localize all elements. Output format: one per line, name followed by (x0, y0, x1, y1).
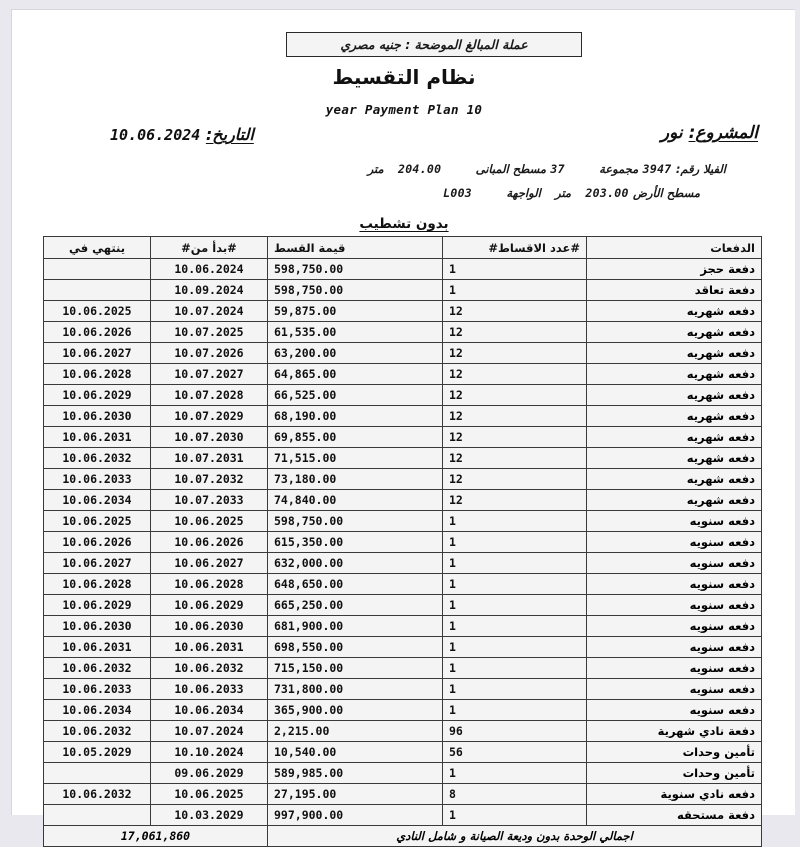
cell-start-date: 10.06.2026 (151, 532, 268, 553)
cell-start-date: 10.06.2031 (151, 637, 268, 658)
cell-end-date: 10.06.2029 (44, 385, 151, 406)
cell-payment-type: دفعه سنويه (587, 658, 762, 679)
cell-payment-type: دفعه شهريه (587, 490, 762, 511)
cell-end-date (44, 763, 151, 784)
building-area-unit: متر (367, 162, 384, 176)
cell-end-date: 10.06.2030 (44, 406, 151, 427)
cell-start-date: 09.06.2029 (151, 763, 268, 784)
cell-installment-amount: 73,180.00 (268, 469, 443, 490)
cell-end-date: 10.06.2027 (44, 553, 151, 574)
cell-start-date: 10.06.2033 (151, 679, 268, 700)
cell-installment-amount: 615,350.00 (268, 532, 443, 553)
cell-payment-type: دفعه سنويه (587, 679, 762, 700)
cell-end-date: 10.06.2033 (44, 679, 151, 700)
cell-end-date (44, 805, 151, 826)
cell-installment-count: 1 (443, 658, 587, 679)
cell-installment-amount: 66,525.00 (268, 385, 443, 406)
document-page (11, 9, 795, 843)
cell-end-date: 10.06.2034 (44, 490, 151, 511)
cell-end-date: 10.06.2032 (44, 721, 151, 742)
cell-start-date: 10.07.2026 (151, 343, 268, 364)
unit-detail-line-1 (12, 162, 726, 176)
cell-payment-type: تأمين وحدات (587, 763, 762, 784)
table-row (44, 301, 762, 322)
cell-end-date: 10.06.2032 (44, 658, 151, 679)
date-info (100, 125, 254, 144)
payment-plan-table (43, 236, 762, 847)
table-row (44, 763, 762, 784)
cell-start-date: 10.06.2028 (151, 574, 268, 595)
column-header-to: ينتهي في (44, 237, 151, 259)
cell-payment-type: دفعه سنويه (587, 574, 762, 595)
building-area-value: 204.00 (397, 162, 442, 176)
currency-note-text: عملة المبالغ الموضحة : جنيه مصري (340, 37, 528, 52)
cell-installment-amount: 59,875.00 (268, 301, 443, 322)
cell-installment-count: 12 (443, 469, 587, 490)
cell-end-date: 10.06.2032 (44, 448, 151, 469)
cell-installment-amount: 665,250.00 (268, 595, 443, 616)
cell-installment-count: 1 (443, 595, 587, 616)
facade-label: الواجهة (506, 186, 541, 200)
cell-end-date: 10.06.2028 (44, 364, 151, 385)
table-row (44, 616, 762, 637)
group-label: مجموعة (599, 162, 639, 176)
cell-payment-type: دفعة حجز (587, 259, 762, 280)
cell-installment-amount: 632,000.00 (268, 553, 443, 574)
table-row (44, 385, 762, 406)
unit-number-label: الفيلا رقم: (675, 162, 726, 176)
page-title: نظام التقسيط (332, 65, 476, 89)
cell-end-date: 10.06.2033 (44, 469, 151, 490)
cell-start-date: 10.09.2024 (151, 280, 268, 301)
cell-installment-count: 1 (443, 574, 587, 595)
cell-installment-amount: 648,650.00 (268, 574, 443, 595)
cell-end-date (44, 259, 151, 280)
cell-installment-count: 1 (443, 511, 587, 532)
cell-start-date: 10.07.2025 (151, 322, 268, 343)
table-row (44, 595, 762, 616)
cell-start-date: 10.07.2024 (151, 721, 268, 742)
table-row (44, 364, 762, 385)
cell-installment-count: 96 (443, 721, 587, 742)
cell-payment-type: دفعه شهريه (587, 385, 762, 406)
cell-installment-amount: 63,200.00 (268, 343, 443, 364)
cell-payment-type: دفعه شهريه (587, 427, 762, 448)
cell-payment-type: دفعة تعاقد (587, 280, 762, 301)
facade-value: L003 (443, 186, 473, 200)
cell-payment-type: دفعه شهريه (587, 448, 762, 469)
cell-start-date: 10.06.2034 (151, 700, 268, 721)
cell-installment-amount: 61,535.00 (268, 322, 443, 343)
cell-installment-count: 8 (443, 784, 587, 805)
cell-payment-type: دفعه شهريه (587, 469, 762, 490)
cell-end-date: 10.06.2025 (44, 301, 151, 322)
cell-installment-count: 1 (443, 616, 587, 637)
cell-installment-count: 1 (443, 280, 587, 301)
cell-end-date: 10.06.2027 (44, 343, 151, 364)
cell-installment-count: 1 (443, 637, 587, 658)
cell-payment-type: دفعه سنويه (587, 532, 762, 553)
project-value: نور (660, 123, 683, 143)
column-header-amount: قيمة القسط (268, 237, 443, 259)
cell-installment-amount: 698,550.00 (268, 637, 443, 658)
table-row (44, 658, 762, 679)
cell-installment-amount: 68,190.00 (268, 406, 443, 427)
cell-end-date (44, 280, 151, 301)
cell-installment-count: 1 (443, 679, 587, 700)
table-row (44, 805, 762, 826)
cell-installment-amount: 10,540.00 (268, 742, 443, 763)
cell-installment-count: 12 (443, 385, 587, 406)
finishing-note (12, 216, 796, 232)
cell-installment-amount: 598,750.00 (268, 280, 443, 301)
cell-installment-amount: 74,840.00 (268, 490, 443, 511)
cell-installment-count: 1 (443, 805, 587, 826)
cell-start-date: 10.07.2032 (151, 469, 268, 490)
table-header-row (44, 237, 762, 259)
cell-installment-amount: 598,750.00 (268, 259, 443, 280)
cell-payment-type: دفعه سنويه (587, 595, 762, 616)
cell-installment-count: 12 (443, 448, 587, 469)
cell-payment-type: تأمين وحدات (587, 742, 762, 763)
project-info (651, 123, 758, 143)
cell-end-date: 10.06.2031 (44, 427, 151, 448)
cell-payment-type: دفعه سنويه (587, 511, 762, 532)
cell-installment-count: 1 (443, 700, 587, 721)
date-value: 10.06.2024 (110, 126, 201, 144)
cell-start-date: 10.06.2025 (151, 784, 268, 805)
table-row (44, 532, 762, 553)
project-label: المشروع: (688, 123, 758, 143)
cell-installment-count: 12 (443, 322, 587, 343)
date-label: التاريخ: (205, 125, 254, 144)
cell-end-date: 10.06.2034 (44, 700, 151, 721)
cell-installment-count: 1 (443, 532, 587, 553)
cell-end-date: 10.06.2026 (44, 322, 151, 343)
table-row (44, 553, 762, 574)
cell-start-date: 10.06.2024 (151, 259, 268, 280)
cell-installment-amount: 681,900.00 (268, 616, 443, 637)
table-row (44, 637, 762, 658)
table-header (44, 237, 762, 259)
cell-installment-count: 12 (443, 427, 587, 448)
meta-row (38, 123, 768, 151)
cell-end-date: 10.06.2025 (44, 511, 151, 532)
cell-payment-type: دفعه شهريه (587, 343, 762, 364)
unit-detail-line-2 (12, 186, 700, 200)
cell-start-date: 10.06.2029 (151, 595, 268, 616)
cell-installment-count: 12 (443, 343, 587, 364)
total-row (44, 826, 762, 847)
table-row (44, 427, 762, 448)
cell-installment-amount: 365,900.00 (268, 700, 443, 721)
cell-payment-type: دفعه سنويه (587, 553, 762, 574)
cell-start-date: 10.07.2030 (151, 427, 268, 448)
cell-end-date: 10.06.2029 (44, 595, 151, 616)
cell-installment-amount: 715,150.00 (268, 658, 443, 679)
cell-start-date: 10.06.2030 (151, 616, 268, 637)
cell-start-date: 10.06.2025 (151, 511, 268, 532)
finishing-note-text: بدون تشطيب (359, 216, 449, 232)
cell-installment-amount: 71,515.00 (268, 448, 443, 469)
total-value: 17,061,860 (44, 826, 268, 847)
cell-start-date: 10.10.2024 (151, 742, 268, 763)
cell-end-date: 10.06.2032 (44, 784, 151, 805)
cell-installment-amount: 2,215.00 (268, 721, 443, 742)
cell-payment-type: دفعه نادي سنوية (587, 784, 762, 805)
table-row (44, 406, 762, 427)
table-row (44, 742, 762, 763)
cell-payment-type: دفعه سنويه (587, 637, 762, 658)
table-row (44, 490, 762, 511)
table-body (44, 259, 762, 826)
cell-end-date: 10.06.2026 (44, 532, 151, 553)
cell-installment-count: 56 (443, 742, 587, 763)
cell-payment-type: دفعه شهريه (587, 322, 762, 343)
cell-installment-count: 1 (443, 763, 587, 784)
cell-installment-amount: 27,195.00 (268, 784, 443, 805)
cell-installment-amount: 997,900.00 (268, 805, 443, 826)
cell-start-date: 10.06.2032 (151, 658, 268, 679)
cell-end-date: 10.06.2028 (44, 574, 151, 595)
cell-payment-type: دفعه سنويه (587, 616, 762, 637)
cell-end-date: 10.05.2029 (44, 742, 151, 763)
table-row (44, 322, 762, 343)
cell-start-date: 10.07.2031 (151, 448, 268, 469)
table-row (44, 343, 762, 364)
table-row (44, 469, 762, 490)
cell-installment-count: 12 (443, 406, 587, 427)
cell-end-date: 10.06.2030 (44, 616, 151, 637)
land-area-unit: متر (555, 186, 572, 200)
cell-payment-type: دفعه شهريه (587, 301, 762, 322)
cell-payment-type: دفعه سنويه (587, 700, 762, 721)
building-area-label: مسطح المبانى (475, 162, 547, 176)
page-subtitle: year Payment Plan 10 (325, 102, 483, 117)
unit-number-value: 3947 (642, 162, 672, 176)
cell-start-date: 10.07.2029 (151, 406, 268, 427)
table-row (44, 784, 762, 805)
cell-installment-count: 1 (443, 259, 587, 280)
cell-payment-type: دفعه شهريه (587, 406, 762, 427)
table-footer (44, 826, 762, 847)
cell-start-date: 10.03.2029 (151, 805, 268, 826)
cell-start-date: 10.06.2027 (151, 553, 268, 574)
cell-installment-amount: 598,750.00 (268, 511, 443, 532)
cell-installment-count: 12 (443, 490, 587, 511)
cell-installment-count: 12 (443, 301, 587, 322)
column-header-payment: الدفعات (587, 237, 762, 259)
table-row (44, 259, 762, 280)
cell-start-date: 10.07.2027 (151, 364, 268, 385)
table-row (44, 511, 762, 532)
table-row (44, 280, 762, 301)
cell-payment-type: دفعة نادي شهرية (587, 721, 762, 742)
table-row (44, 574, 762, 595)
cell-start-date: 10.07.2033 (151, 490, 268, 511)
land-area-label: مسطح الأرض (633, 186, 700, 200)
column-header-count: #عدد الاقساط# (443, 237, 587, 259)
cell-installment-amount: 64,865.00 (268, 364, 443, 385)
cell-payment-type: دفعه شهريه (587, 364, 762, 385)
cell-installment-amount: 731,800.00 (268, 679, 443, 700)
table-row (44, 721, 762, 742)
column-header-from: #بدأ من# (151, 237, 268, 259)
cell-installment-amount: 69,855.00 (268, 427, 443, 448)
cell-end-date: 10.06.2031 (44, 637, 151, 658)
cell-start-date: 10.07.2024 (151, 301, 268, 322)
group-value: 37 (550, 162, 565, 176)
cell-installment-amount: 589,985.00 (268, 763, 443, 784)
cell-payment-type: دفعة مستحقه (587, 805, 762, 826)
table-row (44, 700, 762, 721)
land-area-value: 203.00 (585, 186, 629, 200)
cell-installment-count: 12 (443, 364, 587, 385)
cell-start-date: 10.07.2028 (151, 385, 268, 406)
table-row (44, 448, 762, 469)
currency-note-box (286, 32, 582, 57)
table-row (44, 679, 762, 700)
cell-installment-count: 1 (443, 553, 587, 574)
total-label: اجمالي الوحدة بدون وديعة الصيانة و شامل النادي (268, 826, 762, 847)
